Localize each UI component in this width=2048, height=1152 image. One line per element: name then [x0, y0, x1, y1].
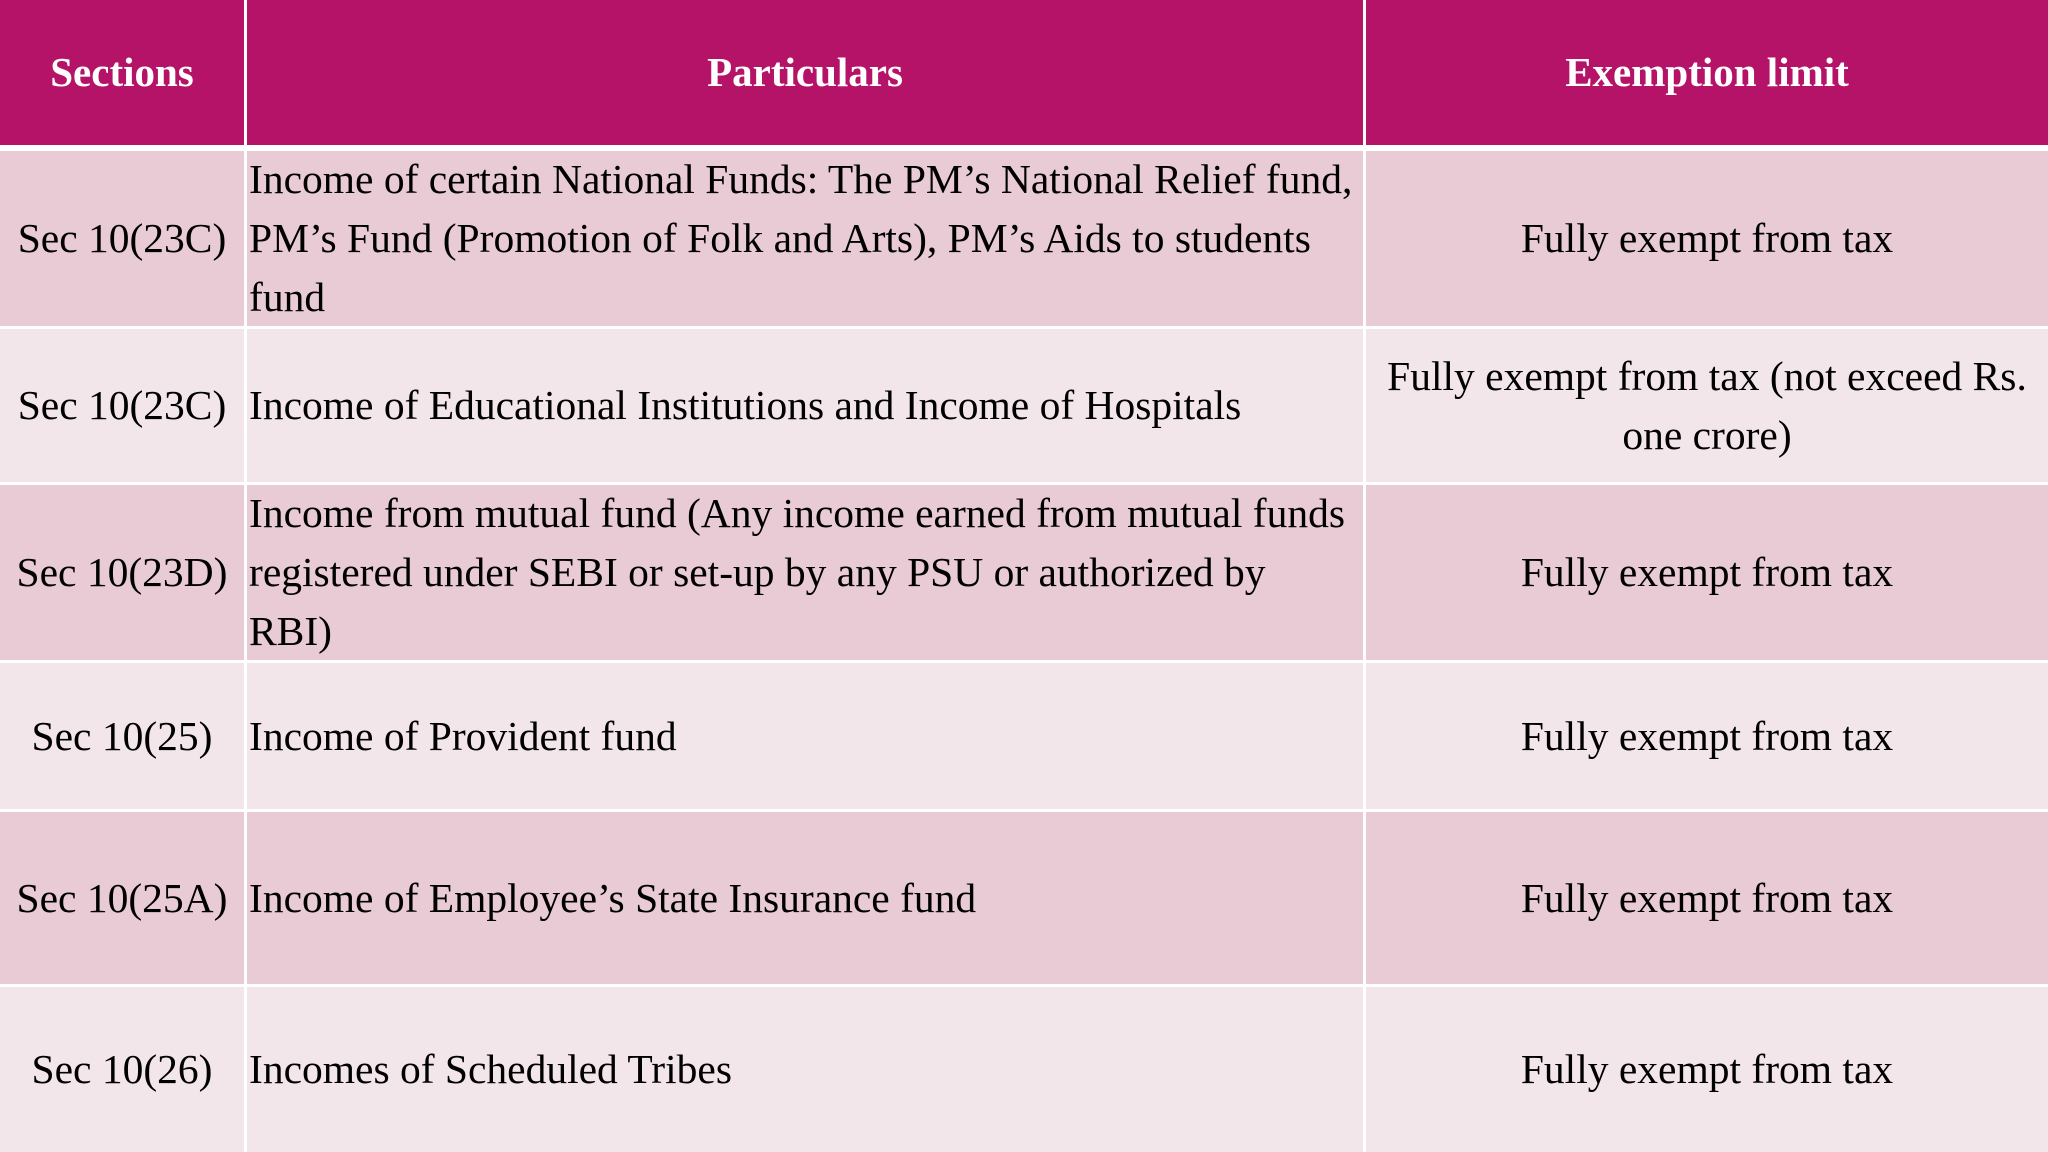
exemption-cell: Fully exempt from tax	[1520, 549, 1894, 595]
section-cell: Sec 10(23D)	[16, 549, 228, 595]
header-sections: Sections	[50, 49, 194, 95]
particulars-cell: Income from mutual fund (Any income earned from mutual funds registered under SEBI or set-up by any PSU or authorized by RBI)	[249, 490, 1345, 654]
section-cell: Sec 10(25)	[31, 712, 213, 759]
column-divider	[1363, 0, 1366, 1152]
section-cell: Sec 10(26)	[31, 1046, 213, 1092]
exemption-cell: Fully exempt from tax (not exceed Rs. one crore)	[1387, 352, 2027, 458]
particulars-cell: Incomes of Scheduled Tribes	[249, 1046, 732, 1092]
section-cell: Sec 10(23C)	[17, 215, 227, 261]
table-row	[0, 663, 2048, 809]
table-row	[0, 812, 2048, 984]
table-row	[0, 329, 2048, 482]
particulars-cell: Income of Provident fund	[249, 712, 677, 759]
particulars-cell: Income of certain National Funds: The PM’s National Relief fund, PM’s Fund (Promotion of Folk and Arts), PM’s Aids to students fund	[249, 156, 1353, 320]
column-divider	[244, 0, 247, 1152]
header-particulars: Particulars	[707, 49, 903, 95]
exemption-cell: Fully exempt from tax	[1520, 1046, 1894, 1092]
table-row	[0, 987, 2048, 1152]
exemption-cell: Fully exempt from tax	[1520, 215, 1894, 261]
section-cell: Sec 10(23C)	[17, 382, 227, 428]
exemption-cell: Fully exempt from tax	[1520, 874, 1894, 921]
header-exemption-limit: Exemption limit	[1565, 49, 1849, 95]
table-header-row	[0, 0, 2048, 145]
particulars-cell: Income of Educational Institutions and Income of Hospitals	[249, 382, 1242, 428]
particulars-cell: Income of Employee’s State Insurance fund	[249, 874, 977, 921]
table-row	[0, 151, 2048, 326]
exemption-cell: Fully exempt from tax	[1520, 712, 1894, 759]
section-cell: Sec 10(25A)	[16, 874, 228, 921]
table-row	[0, 485, 2048, 660]
